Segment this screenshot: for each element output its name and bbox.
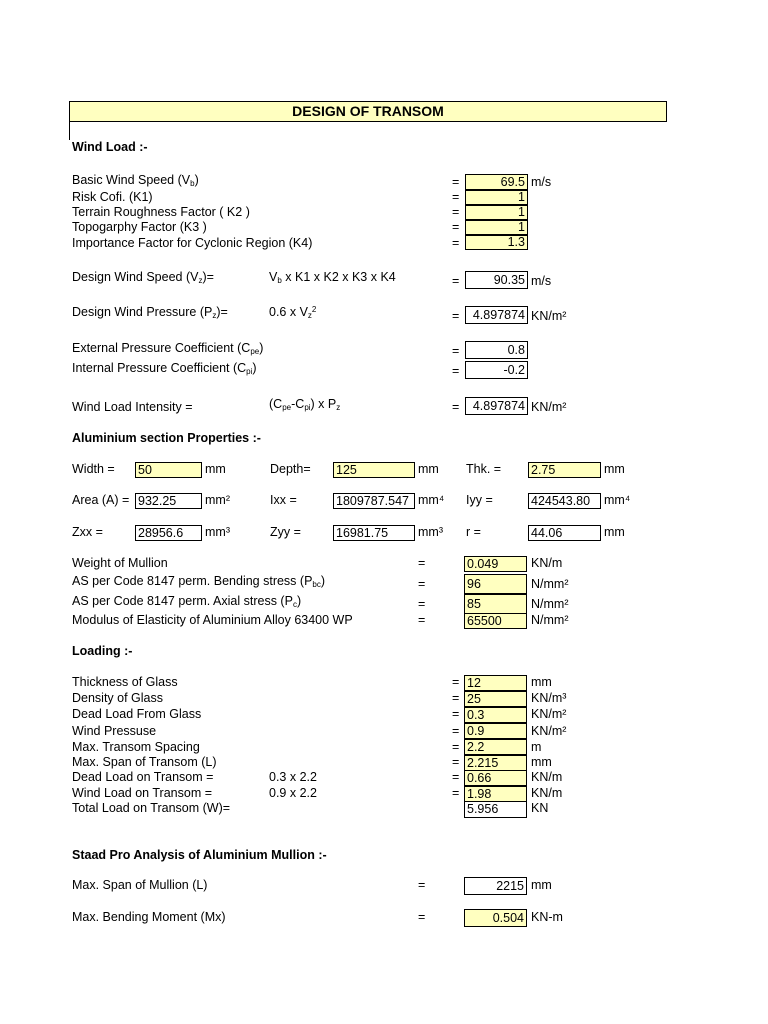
design-wind-speed-value[interactable]: 90.35: [465, 271, 528, 289]
equals-sign: =: [418, 556, 426, 570]
equals-sign: =: [418, 577, 426, 591]
equals-sign: =: [418, 597, 426, 611]
design-wind-pressure-value[interactable]: 4.897874: [465, 306, 528, 324]
iyy-value[interactable]: 424543.80: [528, 493, 601, 509]
equals-sign: =: [452, 309, 460, 323]
wind-load-transom-value[interactable]: 1.98: [464, 786, 527, 802]
equals-sign: =: [452, 740, 460, 754]
ixx-value[interactable]: 1809787.547: [333, 493, 415, 509]
design-wind-pressure-label: Design Wind Pressure $(P_z)=$: [72, 305, 228, 320]
dead-load-transom-value[interactable]: 0.66: [464, 770, 527, 786]
external-pressure-value[interactable]: 0.8: [465, 341, 528, 359]
zyy-label: Zyy =: [270, 525, 301, 539]
dead-load-glass-value[interactable]: 0.3: [464, 707, 527, 723]
thickness-glass-value[interactable]: 12: [464, 675, 527, 691]
basic-wind-speed-label: Basic Wind Speed $(V_b)$: [72, 173, 199, 188]
wind-pressure-unit: KN/m²: [531, 724, 567, 738]
wind-load-intensity-label: Wind Load Intensity =: [72, 400, 193, 414]
axial-stress-unit: N/mm²: [531, 597, 569, 611]
total-load-label: Total Load on Transom (W)=: [72, 801, 231, 815]
total-load-value[interactable]: 5.956: [464, 801, 527, 818]
terrain-roughness-label: Terrain Roughness Factor ( K2 ): [72, 205, 250, 219]
area-value[interactable]: 932.25: [135, 493, 202, 509]
bending-stress-value[interactable]: 96: [464, 574, 527, 594]
thk-label: Thk. =: [466, 462, 502, 476]
equals-sign: =: [452, 364, 460, 378]
mullion-span-unit: mm: [531, 878, 552, 892]
density-glass-value[interactable]: 25: [464, 691, 527, 707]
axial-stress-value[interactable]: 85: [464, 594, 527, 614]
r-value[interactable]: 44.06: [528, 525, 601, 541]
total-load-unit: KN: [531, 801, 549, 815]
bending-stress-label: AS per Code 8147 perm. Bending stress $(P_{bc})$: [72, 574, 326, 589]
mullion-span-label: Max. Span of Mullion (L): [72, 878, 208, 892]
transom-span-unit: mm: [531, 755, 552, 769]
internal-pressure-label: Internal Pressure Coefficient $(C_{pi})$: [72, 361, 257, 376]
transom-spacing-label: Max. Transom Spacing: [72, 740, 200, 754]
equals-sign: =: [452, 175, 460, 189]
thickness-glass-label: Thickness of Glass: [72, 675, 178, 689]
section-properties-heading: Aluminium section Properties :-: [72, 431, 261, 445]
iyy-unit: mm⁴: [604, 493, 631, 507]
width-unit: mm: [205, 462, 226, 476]
density-glass-unit: KN/m³: [531, 691, 567, 705]
bending-moment-value[interactable]: 0.504: [464, 909, 527, 927]
transom-spacing-value[interactable]: 2.2: [464, 739, 527, 755]
bending-moment-unit: KN-m: [531, 910, 563, 924]
design-wind-speed-label: Design Wind Speed $(V_z)=$: [72, 270, 214, 285]
transom-span-value[interactable]: 2.215: [464, 755, 527, 771]
equals-sign: =: [452, 724, 460, 738]
loading-heading: Loading :-: [72, 644, 133, 658]
equals-sign: =: [452, 344, 460, 358]
depth-unit: mm: [418, 462, 439, 476]
equals-sign: =: [452, 400, 460, 414]
wind-load-intensity-formula: $(C_{pe}-C_{pi})$ x $P_z$: [269, 397, 341, 412]
modulus-label: Modulus of Elasticity of Aluminium Alloy 63400 WP: [72, 613, 353, 627]
zxx-value[interactable]: 28956.6: [135, 525, 202, 541]
design-wind-speed-formula: $V_b$ x K1 x K2 x K3 x K4: [269, 270, 396, 285]
zyy-unit: mm³: [418, 525, 443, 539]
staad-heading: Staad Pro Analysis of Aluminium Mullion :-: [72, 848, 327, 862]
weight-mullion-label: Weight of Mullion: [72, 556, 168, 570]
thickness-glass-unit: mm: [531, 675, 552, 689]
basic-wind-speed-unit: m/s: [531, 175, 552, 189]
zyy-value[interactable]: 16981.75: [333, 525, 415, 541]
weight-mullion-value[interactable]: 0.049: [464, 556, 527, 572]
equals-sign: =: [418, 878, 426, 892]
equals-sign: =: [452, 236, 460, 250]
topography-factor-value[interactable]: 1: [465, 220, 528, 235]
equals-sign: =: [452, 220, 460, 234]
wind-pressure-value[interactable]: 0.9: [464, 723, 527, 739]
dead-load-transom-unit: KN/m: [531, 770, 563, 784]
equals-sign: =: [418, 910, 426, 924]
page-title: DESIGN OF TRANSOM: [69, 101, 667, 122]
wind-load-intensity-value[interactable]: 4.897874: [465, 397, 528, 415]
modulus-value[interactable]: 65500: [464, 613, 527, 629]
dead-load-transom-formula: 0.3 x 2.2: [269, 770, 317, 784]
area-unit: mm²: [205, 493, 230, 507]
ixx-unit: mm⁴: [418, 493, 445, 507]
border-line: [69, 122, 70, 140]
r-label: r =: [466, 525, 481, 539]
wind-load-transom-unit: KN/m: [531, 786, 563, 800]
equals-sign: =: [452, 675, 460, 689]
dead-load-glass-label: Dead Load From Glass: [72, 707, 202, 721]
risk-cofi-value[interactable]: 1: [465, 190, 528, 205]
axial-stress-label: AS per Code 8147 perm. Axial stress $(P_c)$: [72, 594, 302, 609]
width-value[interactable]: 50: [135, 462, 202, 478]
thk-unit: mm: [604, 462, 625, 476]
design-wind-speed-unit: m/s: [531, 274, 552, 288]
equals-sign: =: [452, 190, 460, 204]
bending-moment-label: Max. Bending Moment (Mx): [72, 910, 226, 924]
wind-load-intensity-unit: KN/m²: [531, 400, 567, 414]
equals-sign: =: [418, 613, 426, 627]
internal-pressure-value[interactable]: -0.2: [465, 361, 528, 379]
zxx-label: Zxx =: [72, 525, 103, 539]
transom-spacing-unit: m: [531, 740, 542, 754]
wind-load-transom-label: Wind Load on Transom =: [72, 786, 213, 800]
width-label: Width =: [72, 462, 115, 476]
equals-sign: =: [452, 691, 460, 705]
dead-load-transom-label: Dead Load on Transom =: [72, 770, 214, 784]
terrain-roughness-value[interactable]: 1: [465, 205, 528, 220]
importance-factor-value[interactable]: 1.3: [465, 235, 528, 250]
area-label: Area (A) =: [72, 493, 130, 507]
mullion-span-value[interactable]: 2215: [464, 877, 527, 895]
equals-sign: =: [452, 707, 460, 721]
depth-label: Depth=: [270, 462, 311, 476]
dead-load-glass-unit: KN/m²: [531, 707, 567, 721]
transom-span-label: Max. Span of Transom (L): [72, 755, 217, 769]
modulus-unit: N/mm²: [531, 613, 569, 627]
density-glass-label: Density of Glass: [72, 691, 164, 705]
external-pressure-label: External Pressure Coefficient $(C_{pe})$: [72, 341, 264, 356]
zxx-unit: mm³: [205, 525, 230, 539]
risk-cofi-label: Risk Cofi. (K1): [72, 190, 153, 204]
design-wind-pressure-unit: KN/m²: [531, 309, 567, 323]
equals-sign: =: [452, 205, 460, 219]
equals-sign: =: [452, 770, 460, 784]
wind-load-transom-formula: 0.9 x 2.2: [269, 786, 317, 800]
equals-sign: =: [452, 755, 460, 769]
topography-factor-label: Topogarphy Factor (K3 ): [72, 220, 207, 234]
depth-value[interactable]: 125: [333, 462, 415, 478]
wind-load-heading: Wind Load :-: [72, 140, 148, 154]
equals-sign: =: [452, 786, 460, 800]
wind-pressure-label: Wind Pressuse: [72, 724, 157, 738]
equals-sign: =: [452, 274, 460, 288]
r-unit: mm: [604, 525, 625, 539]
thk-value[interactable]: 2.75: [528, 462, 601, 478]
bending-stress-unit: N/mm²: [531, 577, 569, 591]
weight-mullion-unit: KN/m: [531, 556, 563, 570]
basic-wind-speed-value[interactable]: 69.5: [465, 174, 528, 190]
design-wind-pressure-formula: 0.6 x $V_z^2$: [269, 305, 317, 320]
ixx-label: Ixx =: [270, 493, 297, 507]
importance-factor-label: Importance Factor for Cyclonic Region (K4): [72, 236, 313, 250]
iyy-label: Iyy =: [466, 493, 493, 507]
